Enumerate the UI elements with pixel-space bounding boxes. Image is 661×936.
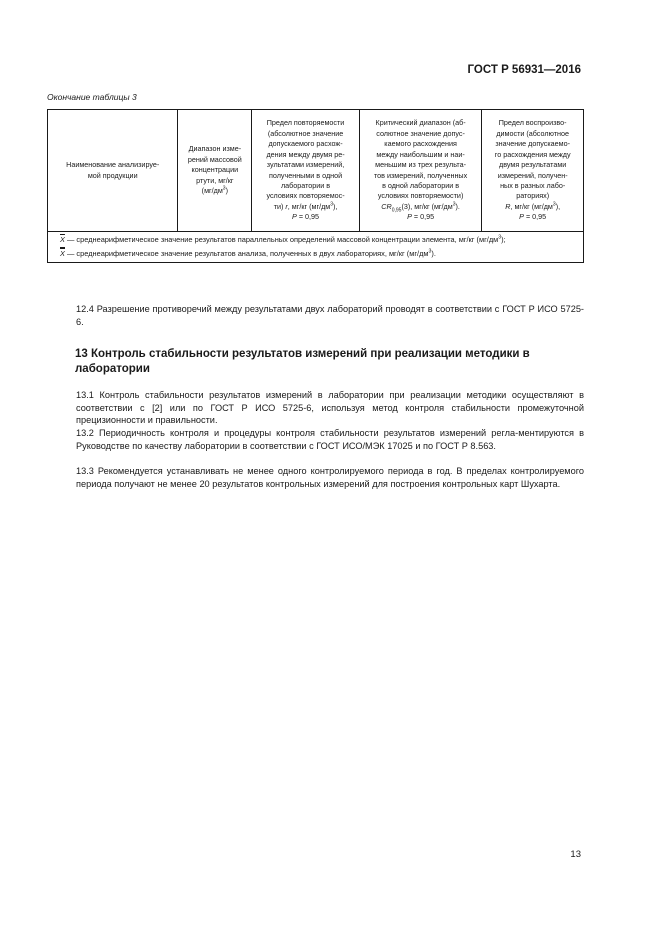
paragraph-13-3: 13.3 Рекомендуется устанавливать не менее одного контролируемого периода в год. В пределах контролируемого периода получают не менее 20 результатов контрольных измерений для построения контрольных карт Шухарта. bbox=[76, 466, 584, 489]
column-header-critical-range: Критический диапазон (аб- солютное значение допус- каемого расхождения между наибольшим и наи- меньшим из трех результа- тов измерений, полученных в одной лаборатории в условиях повторяемости) $CR_{0,95}(3)$, мг/кг $(мг/дм^3)$. P = 0,95 bbox=[359, 110, 482, 232]
table-caption: Окончание таблицы 3 bbox=[47, 92, 137, 102]
table-note-x-bar: $\overline{X}$ — среднеарифметическое значение результатов параллельных определений массовой концентрации элемента, мг/кг $(мг/дм^3)$; bbox=[60, 234, 506, 244]
column-header-repeatability: Предел повторяемости (абсолютное значение допускаемого расхож- дения между двумя ре- зультатами измерений, полученными в одной лаборатории в условиях повторяемос- ти) r, мг/кг $(мг/дм^3)$, P = 0,95 bbox=[252, 110, 360, 232]
column-header-reproducibility: Предел воспроизво- димости (абсолютное значение допускаемо- го расхождения между двумя результатами измерений, получен- ных в разных лабо- раториях) R, мг/кг $(мг/дм^3)$, P = 0,95 bbox=[482, 110, 584, 232]
paragraph-13-1: 13.1 Контроль стабильности результатов измерений в лаборатории при реализации методики осуществляют в соответствии с [2] или по ГОСТ Р ИСО 5725-6, используя метод контроля стабильности промежуточной прецизионности и правильности. bbox=[76, 390, 584, 426]
paragraph-13-2: 13.2 Периодичность контроля и процедуры контроля стабильности результатов измерений регла-ментируются в Руководстве по качеству лаборатории в соответствии с ГОСТ ИСО/МЭК 17025 и по ГОСТ Р 8.563. bbox=[76, 428, 584, 451]
section-13-title: 13 Контроль стабильности результатов измерений при реализации методики в лаборатории bbox=[75, 348, 530, 375]
column-header-product: Наименование анализируе- мой продукции bbox=[48, 110, 178, 232]
table-3 bbox=[47, 109, 584, 263]
table-notes bbox=[48, 232, 584, 263]
table-note-x-double-bar: X — среднеарифметическое значение результатов анализа, полученных в двух лабораториях, мг/кг $(мг/дм^3)$. bbox=[60, 248, 436, 258]
column-header-range: Диапазон изме- рений массовой концентрации ртути, мг/кг $(мг/дм^3)$ bbox=[178, 110, 252, 232]
document-code: ГОСТ Р 56931—2016 bbox=[467, 64, 581, 76]
paragraph-12-4: 12.4 Разрешение противоречий между результатами двух лабораторий проводят в соответствии с ГОСТ Р ИСО 5725-6. bbox=[76, 304, 584, 327]
page-number: 13 bbox=[570, 849, 581, 860]
